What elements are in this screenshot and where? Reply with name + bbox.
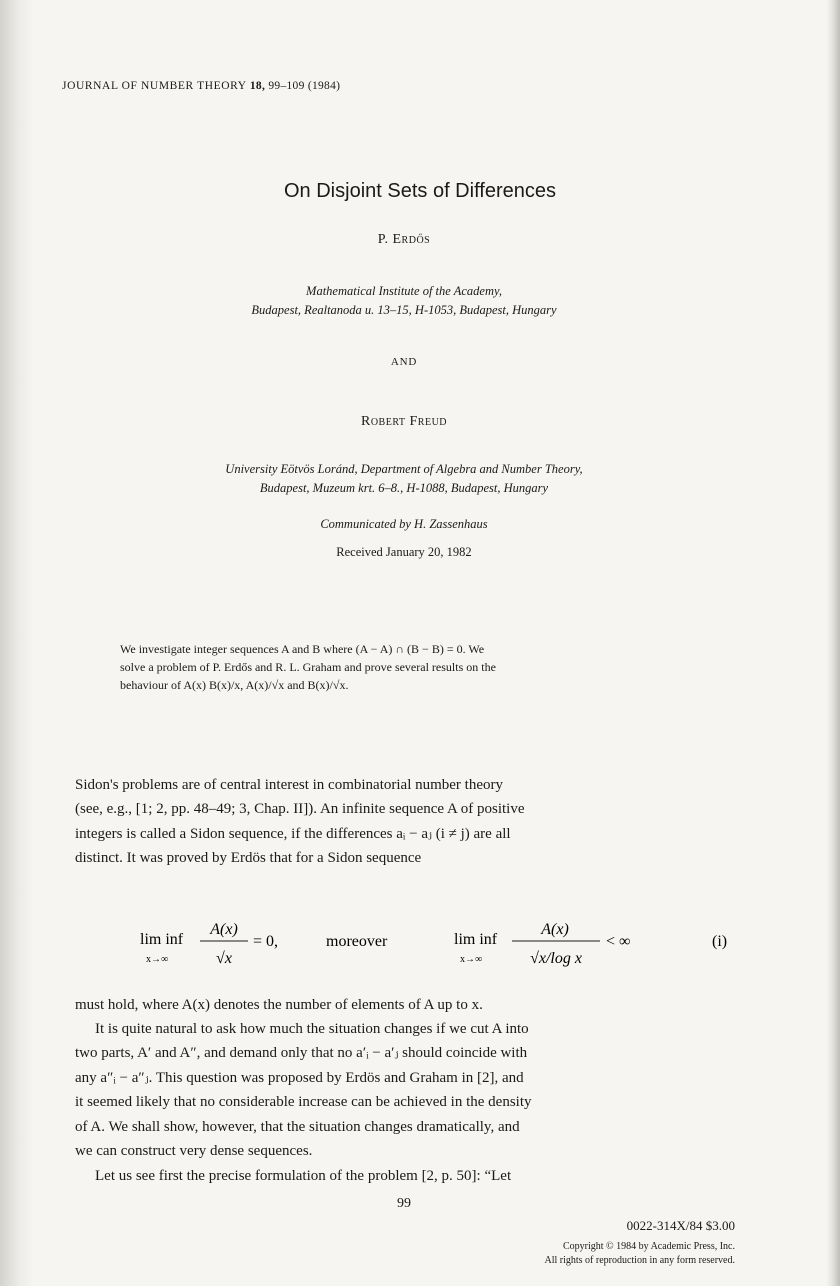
- text-line: Let us see first the precise formulation of the problem [2, p. 50]: “Let: [95, 1168, 512, 1184]
- liminf-2: lim inf: [454, 931, 498, 948]
- fraction-2-denominator: √x/log x: [530, 950, 582, 967]
- liminf-1-subscript: x→∞: [146, 954, 169, 965]
- author-1-affiliation-line2: Budapest, Realtanoda u. 13–15, H-1053, Budapest, Hungary: [251, 303, 557, 317]
- liminf-1: lim inf: [140, 931, 184, 948]
- moreover-word: moreover: [326, 933, 388, 950]
- paragraph-3: [75, 1017, 737, 1163]
- equation-i: [140, 900, 740, 980]
- journal-pages: 99–109 (1984): [268, 80, 341, 92]
- text-line: It is quite natural to ask how much the situation changes if we cut A into: [95, 1021, 529, 1037]
- text-line: must hold, where A(x) denotes the number of elements of A up to x.: [75, 997, 483, 1013]
- text-line: we can construct very dense sequences.: [75, 1143, 313, 1160]
- text-line: it seemed likely that no considerable increase can be achieved in the density: [75, 1094, 532, 1111]
- text-line: any a″ᵢ − a″ⱼ. This question was proposed by Erdös and Graham in [2], and: [75, 1069, 524, 1086]
- text-line: two parts, A′ and A″, and demand only that no a′ᵢ − a′ⱼ should coincide with: [75, 1045, 528, 1062]
- copyright-line: Copyright © 1984 by Academic Press, Inc.: [562, 1241, 735, 1252]
- paragraph-2: [75, 993, 737, 1017]
- text-line: distinct. It was proved by Erdös that for a Sidon sequence: [75, 850, 422, 867]
- author-1-affiliation-line1: Mathematical Institute of the Academy,: [306, 284, 502, 298]
- paper-title: On Disjoint Sets of Differences: [284, 180, 556, 202]
- and-separator: AND: [390, 356, 418, 368]
- journal-header: [62, 80, 340, 92]
- copyright-notice: [544, 1240, 735, 1268]
- article-code: 0022-314X/84 $3.00: [626, 1218, 735, 1233]
- less-than-infinity: < ∞: [606, 933, 631, 950]
- abstract-line: We investigate integer sequences A and B where (A − A) ∩ (B − B) = 0. We: [120, 642, 485, 656]
- text-line: (see, e.g., [1; 2, pp. 48–49; 3, Chap. II]). An infinite sequence A of positive: [75, 801, 525, 818]
- text-line: Sidon's problems are of central interest in combinatorial number theory: [75, 777, 503, 793]
- abstract-line: solve a problem of P. Erdős and R. L. Graham and prove several results on the: [120, 660, 496, 674]
- author-2-affiliation-line1: University Eötvös Loránd, Department of Algebra and Number Theory,: [225, 462, 583, 476]
- author-2-affiliation-line2: Budapest, Muzeum krt. 6–8., H-1088, Budapest, Hungary: [259, 481, 549, 495]
- author-2-name: Robert Freud: [360, 414, 448, 429]
- abstract-line: behaviour of A(x) B(x)/x, A(x)/√x and B(x)/√x.: [120, 678, 349, 692]
- fraction-1-denominator: √x: [216, 950, 232, 967]
- text-line: integers is called a Sidon sequence, if the differences aᵢ − aⱼ (i ≠ j) are all: [75, 825, 511, 842]
- copyright-line: All rights of reproduction in any form reserved.: [544, 1255, 735, 1266]
- received-date: Received January 20, 1982: [336, 545, 472, 559]
- equation-label: (i): [712, 933, 728, 950]
- equals-zero: = 0,: [253, 933, 279, 950]
- journal-name: JOURNAL OF NUMBER THEORY: [62, 80, 247, 92]
- paragraph-1: [75, 773, 737, 871]
- paragraph-4: [75, 1164, 737, 1188]
- fraction-2-numerator: A(x): [541, 921, 569, 938]
- author-1-name: P. Erdős: [377, 232, 431, 247]
- liminf-2-subscript: x→∞: [460, 954, 483, 965]
- abstract: [120, 640, 720, 694]
- journal-volume: 18,: [249, 80, 266, 92]
- communicated-by: Communicated by H. Zassenhaus: [320, 517, 488, 531]
- fraction-1-numerator: A(x): [210, 921, 238, 938]
- page-number: 99: [397, 1196, 411, 1211]
- text-line: of A. We shall show, however, that the situation changes dramatically, and: [75, 1118, 520, 1135]
- equation-svg: [140, 900, 740, 980]
